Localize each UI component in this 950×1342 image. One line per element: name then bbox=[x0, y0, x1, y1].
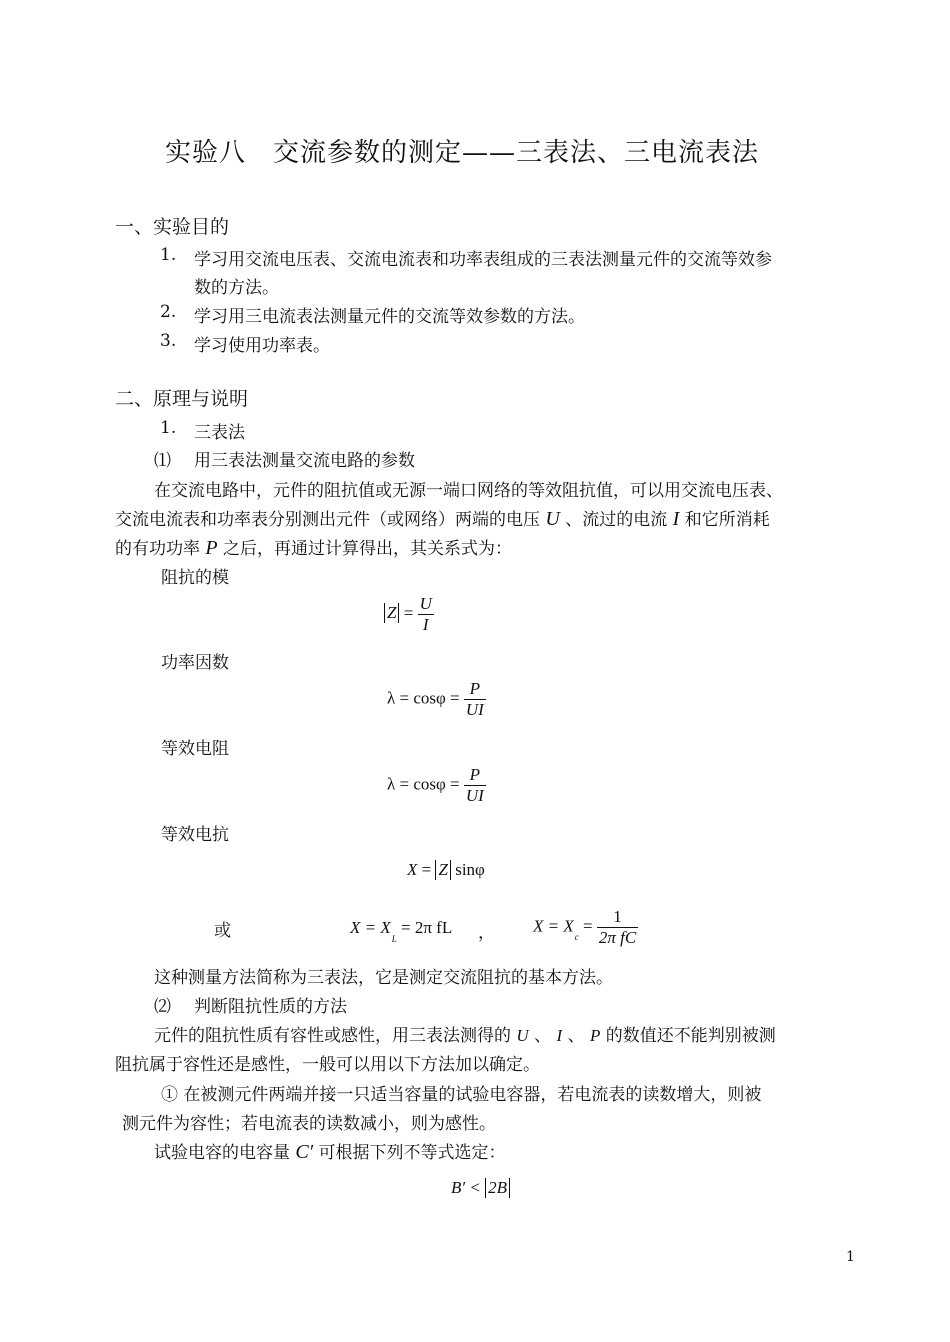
body-text: 阻抗属于容性还是感性，一般可以用以下方法加以确定。 bbox=[115, 1055, 540, 1075]
page-number: 1 bbox=[846, 1249, 855, 1265]
formula-lhs: λ = cosφ = bbox=[387, 774, 460, 794]
paragraph-heading: 判断阻抗性质的方法 bbox=[194, 997, 347, 1017]
symbol-power: P bbox=[589, 1026, 601, 1045]
formula-equivalent-reactance bbox=[407, 860, 485, 880]
text-run: 和它所消耗 bbox=[684, 510, 770, 530]
symbol-current: I bbox=[556, 1026, 563, 1045]
text-run: 交流电流表和功率表分别测出元件（或网络）两端的电压 bbox=[115, 510, 540, 530]
body-text: 测元件为容性；若电流表的读数减小，则为感性。 bbox=[122, 1114, 496, 1134]
formula-x: X bbox=[407, 860, 418, 879]
formula-impedance-modulus bbox=[384, 594, 434, 635]
text-run: 、流过的电流 bbox=[565, 510, 668, 530]
fraction-denominator: 2π fC bbox=[598, 928, 637, 947]
text-run: 可根据下列不等式选定： bbox=[318, 1143, 506, 1163]
section-heading-objectives: 一、实验目的 bbox=[115, 216, 230, 238]
section-heading-principles: 二、原理与说明 bbox=[115, 388, 249, 410]
list-item-number: 3. bbox=[160, 331, 177, 351]
formula-label: 阻抗的模 bbox=[161, 568, 229, 588]
fraction-numerator: P bbox=[464, 765, 486, 786]
body-text bbox=[115, 534, 512, 560]
paragraph-marker: ⑵ bbox=[154, 997, 171, 1017]
fraction-numerator: 1 bbox=[597, 907, 638, 928]
body-text bbox=[154, 1138, 506, 1164]
list-item: 学习用三电流表法测量元件的交流等效参数的方法。 bbox=[194, 307, 585, 327]
formula-equals: = bbox=[403, 603, 414, 623]
symbol-power: P bbox=[205, 537, 218, 559]
symbol-current: I bbox=[672, 508, 680, 530]
body-text: 在交流电路中，元件的阻抗值或无源一端口网络的等效阻抗值，可以用交流电压表、 bbox=[154, 481, 783, 501]
symbol-voltage: U bbox=[516, 1026, 529, 1045]
text-run: 、 bbox=[534, 1026, 552, 1046]
text-run: 之后，再通过计算得出，其关系式为： bbox=[223, 539, 513, 559]
formula-power-factor bbox=[387, 679, 486, 720]
formula-or: 或 bbox=[214, 921, 231, 941]
body-text: ① 在被测元件两端并接一只适当容量的试验电容器，若电流表的读数增大，则被 bbox=[161, 1085, 762, 1105]
symbol-voltage: U bbox=[545, 508, 560, 530]
text-run: 的数值还不能判别被测 bbox=[605, 1026, 776, 1046]
formula-sin: sinφ bbox=[455, 860, 485, 879]
subscript-c: c bbox=[574, 932, 579, 943]
subsection-label: 三表法 bbox=[194, 423, 245, 443]
paragraph-heading: 用三表法测量交流电路的参数 bbox=[194, 451, 415, 471]
list-item-continuation: 数的方法。 bbox=[194, 278, 279, 298]
formula-inequality bbox=[451, 1178, 510, 1198]
fraction-numerator: U bbox=[419, 594, 432, 613]
formula-abs-z: Z bbox=[435, 860, 450, 880]
fraction-denominator: UI bbox=[465, 700, 484, 719]
formula-inductive-reactance bbox=[350, 918, 452, 944]
formula-abs-2b: 2B bbox=[485, 1178, 510, 1198]
body-text bbox=[154, 1021, 776, 1046]
formula-capacitive-reactance bbox=[533, 907, 638, 948]
formula-label: 等效电阻 bbox=[161, 739, 229, 759]
fraction-denominator: I bbox=[422, 615, 429, 634]
formula-lhs: B′ < bbox=[451, 1178, 481, 1197]
formula-lhs: λ = cosφ = bbox=[387, 688, 460, 708]
page-title: 实验八 交流参数的测定——三表法、三电流表法 bbox=[165, 138, 760, 168]
text-run: 的有功功率 bbox=[115, 539, 200, 559]
text-run: 、 bbox=[567, 1026, 585, 1046]
formula-lhs: X = X bbox=[350, 918, 391, 937]
formula-equals: = bbox=[583, 916, 593, 936]
list-item-number: 1. bbox=[160, 245, 177, 265]
formula-label: 功率因数 bbox=[161, 653, 229, 673]
subscript-l: L bbox=[391, 934, 397, 944]
formula-fraction bbox=[464, 679, 486, 720]
formula-equals: = bbox=[421, 860, 432, 879]
formula-fraction bbox=[418, 594, 434, 635]
text-run: 试验电容的电容量 bbox=[154, 1143, 290, 1163]
formula-fraction bbox=[464, 765, 486, 806]
formula-equivalent-resistance bbox=[387, 765, 486, 806]
formula-abs-z: Z bbox=[384, 603, 399, 623]
formula-lhs: X = X bbox=[533, 916, 574, 936]
formula-rhs: = 2π fL bbox=[401, 918, 453, 937]
fraction-numerator: P bbox=[464, 679, 486, 700]
symbol-test-capacitance: C′ bbox=[295, 1141, 314, 1163]
fraction-denominator: UI bbox=[465, 786, 484, 805]
text-run: 元件的阻抗性质有容性或感性，用三表法测得的 bbox=[154, 1026, 511, 1046]
subsection-number: 1. bbox=[160, 418, 177, 438]
body-text bbox=[115, 505, 770, 531]
formula-comma: ， bbox=[478, 923, 495, 942]
formula-label: 等效电抗 bbox=[161, 825, 229, 845]
list-item-number: 2. bbox=[160, 302, 177, 322]
list-item: 学习用交流电压表、交流电流表和功率表组成的三表法测量元件的交流等效参 bbox=[194, 250, 772, 270]
paragraph-marker: ⑴ bbox=[154, 451, 171, 471]
body-text: 这种测量方法简称为三表法，它是测定交流阻抗的基本方法。 bbox=[154, 968, 613, 988]
formula-fraction bbox=[597, 907, 638, 948]
list-item: 学习使用功率表。 bbox=[194, 336, 330, 356]
